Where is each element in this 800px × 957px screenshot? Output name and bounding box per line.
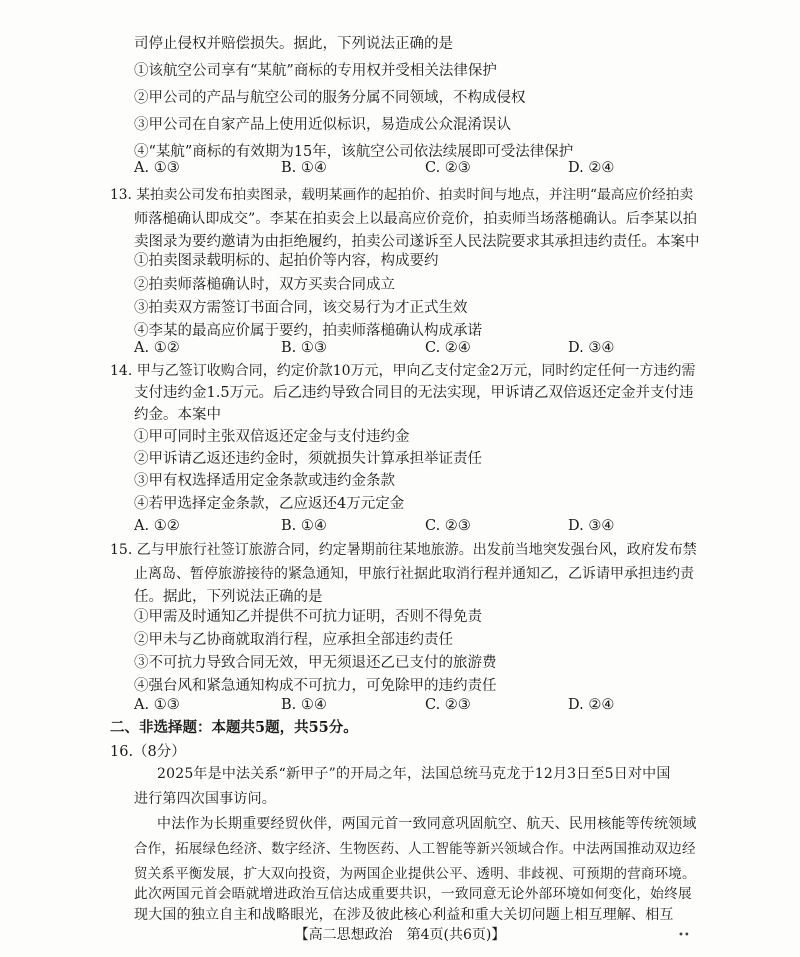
q16-paragraph-line-6: 此次两国元首会晤就增进政治互信达成重要共识，一致同意无论外部环境如何变化，始终展 <box>134 886 693 902</box>
q14-item-3: ③甲有权选择适用定金条款或违约金条款 <box>134 473 395 489</box>
q14-item-4: ④若甲选择定金条款，乙应返还4万元定金 <box>134 496 405 512</box>
q15-options <box>134 695 694 715</box>
q15-option-c: C. ②③ <box>425 697 471 713</box>
page-footer: 【高二思想政治 第4页(共6页)】 <box>294 927 506 943</box>
q15-option-d: D. ②④ <box>568 697 615 713</box>
q15-stem-line-2: 止离岛、暂停旅游接待的紧急通知，甲旅行社据此取消行程并通知乙，乙诉请甲承担违约责 <box>134 566 694 582</box>
q15-item-4: ④强台风和紧急通知构成不可抗力，可免除甲的违约责任 <box>134 678 497 694</box>
q14-option-c: C. ②③ <box>425 518 471 534</box>
section-2-heading: 二、非选择题：本题共5题，共55分。 <box>110 719 358 736</box>
q13-item-4: ④李某的最高应价属于要约，拍卖师落槌确认构成承诺 <box>134 323 482 339</box>
q12-option-d: D. ②④ <box>568 160 615 176</box>
q13-options <box>134 338 694 358</box>
q14-item-1: ①甲可同时主张双倍返还定金与支付违约金 <box>134 429 410 445</box>
q12-item-2: ②甲公司的产品与航空公司的服务分属不同领域，不构成侵权 <box>134 90 526 106</box>
q15-item-2: ②甲未与乙协商就取消行程，应承担全部违约责任 <box>134 632 453 648</box>
q14-stem-line-1: 14. 甲与乙签订收购合同，约定价款10万元，甲向乙支付定金2万元，同时约定任何一方违约需 <box>110 363 696 379</box>
q15-option-b: B. ①④ <box>281 697 327 713</box>
q16-paragraph-line-3: 中法作为长期重要经贸伙伴，两国元首一致同意巩固航空、航天、民用核能等传统领域 <box>157 816 697 832</box>
q13-option-c: C. ②④ <box>425 340 471 356</box>
q12-options <box>134 158 694 178</box>
q14-stem-line-2: 支付违约金1.5万元。后乙违约导致合同目的无法实现，甲诉请乙双倍返还定金并支付违 <box>134 385 694 401</box>
q14-options <box>134 516 694 536</box>
q13-option-b: B. ①③ <box>281 340 327 356</box>
q13-item-3: ③拍卖双方需签订书面合同，该交易行为才正式生效 <box>134 300 468 316</box>
q13-stem-line-1: 13. 某拍卖公司发布拍卖图录，载明某画作的起拍价、拍卖时间与地点，并注明“最高应价经拍卖 <box>110 187 694 203</box>
q13-stem-line-2: 师落槌确认即成交”。李某在拍卖会上以最高应价竞价，拍卖师当场落槌确认。后李某以拍 <box>134 211 698 227</box>
q16-paragraph-line-1: 2025年是中法关系“新甲子”的开局之年，法国总统马克龙于12月3日至5日对中国 <box>157 766 671 782</box>
q15-option-a: A. ①③ <box>134 697 180 713</box>
q16-paragraph-line-5: 贸关系平衡发展，扩大双向投资，为两国企业提供公平、透明、非歧视、可预期的营商环境。 <box>134 866 696 882</box>
q12-option-c: C. ②③ <box>425 160 471 176</box>
q13-item-2: ②拍卖师落槌确认时，双方买卖合同成立 <box>134 277 395 293</box>
q12-item-4: ④“某航”商标的有效期为15年，该航空公司依法续展即可受法律保护 <box>134 144 574 160</box>
q14-stem-line-3: 约金。本案中 <box>134 407 221 423</box>
q13-stem-line-3: 卖图录为要约邀请为由拒绝履约，拍卖公司遂诉至人民法院要求其承担违约责任。本案中 <box>134 234 700 250</box>
q13-option-a: A. ①② <box>134 340 180 356</box>
q14-item-2: ②甲诉请乙返还违约金时，须就损失计算承担举证责任 <box>134 451 482 467</box>
q14-option-a: A. ①② <box>134 518 180 534</box>
q12-item-3: ③甲公司在自家产品上使用近似标识，易造成公众混淆误认 <box>134 117 511 133</box>
q14-option-b: B. ①④ <box>281 518 327 534</box>
corner-mark: •• <box>678 930 690 941</box>
q13-item-1: ①拍卖图录载明标的、起拍价等内容，构成要约 <box>134 253 439 269</box>
q14-option-d: D. ③④ <box>568 518 615 534</box>
q16-paragraph-line-7: 现大国的独立自主和战略眼光，在涉及彼此核心利益和重大关切问题上相互理解、相互 <box>134 907 674 923</box>
q12-stem-tail: 司停止侵权并赔偿损失。据此，下列说法正确的是 <box>134 36 453 52</box>
q16-paragraph-line-4: 合作，拓展绿色经济、数字经济、生物医药、人工智能等新兴领域合作。中法两国推动双边经 <box>134 841 696 857</box>
q15-stem-line-3: 任。据此，下列说法正确的是 <box>134 589 323 605</box>
q16-label: 16.（8分） <box>110 744 186 760</box>
q13-option-d: D. ③④ <box>568 340 615 356</box>
q12-item-1: ①该航空公司享有“某航”商标的专用权并受相关法律保护 <box>134 63 497 79</box>
q15-stem-line-1: 15. 乙与甲旅行社签订旅游合同，约定暑期前往某地旅游。出发前当地突发强台风，政府发布禁 <box>110 542 697 558</box>
q15-item-1: ①甲需及时通知乙并提供不可抗力证明，否则不得免责 <box>134 609 482 625</box>
q12-option-b: B. ①④ <box>281 160 327 176</box>
q12-option-a: A. ①③ <box>134 160 180 176</box>
q16-paragraph-line-2: 进行第四次国事访问。 <box>134 791 276 807</box>
q15-item-3: ③不可抗力导致合同无效，甲无须退还乙已支付的旅游费 <box>134 655 497 671</box>
